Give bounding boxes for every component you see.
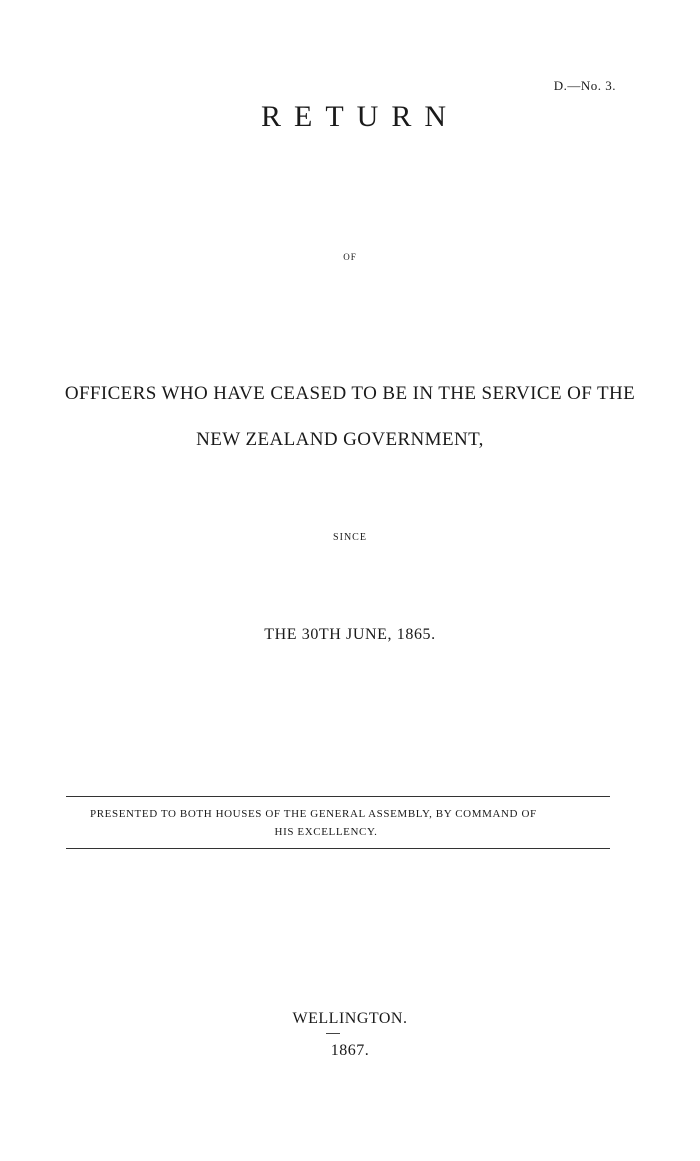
imprint-year: 1867. <box>330 1042 370 1059</box>
date-line: THE 30TH JUNE, 1865. <box>264 626 436 643</box>
presented-line-2: HIS EXCELLENCY. <box>274 826 378 838</box>
presented-line-1: PRESENTED TO BOTH HOUSES OF THE GENERAL ASSEMBLY, BY COMMAND OF <box>90 808 537 820</box>
imprint-place: WELLINGTON. <box>292 1010 408 1027</box>
subject-line-1: OFFICERS WHO HAVE CEASED TO BE IN THE SERVICE OF THE <box>64 383 636 404</box>
connector-of: OF <box>343 252 357 262</box>
imprint-dash <box>326 1033 340 1034</box>
divider-bottom <box>66 848 610 849</box>
divider-top <box>66 796 610 797</box>
document-reference: D.—No. 3. <box>553 78 616 93</box>
document-title: RETURN <box>261 100 459 133</box>
subject-line-2: NEW ZEALAND GOVERNMENT, <box>196 429 484 450</box>
connector-since: SINCE <box>333 532 367 543</box>
